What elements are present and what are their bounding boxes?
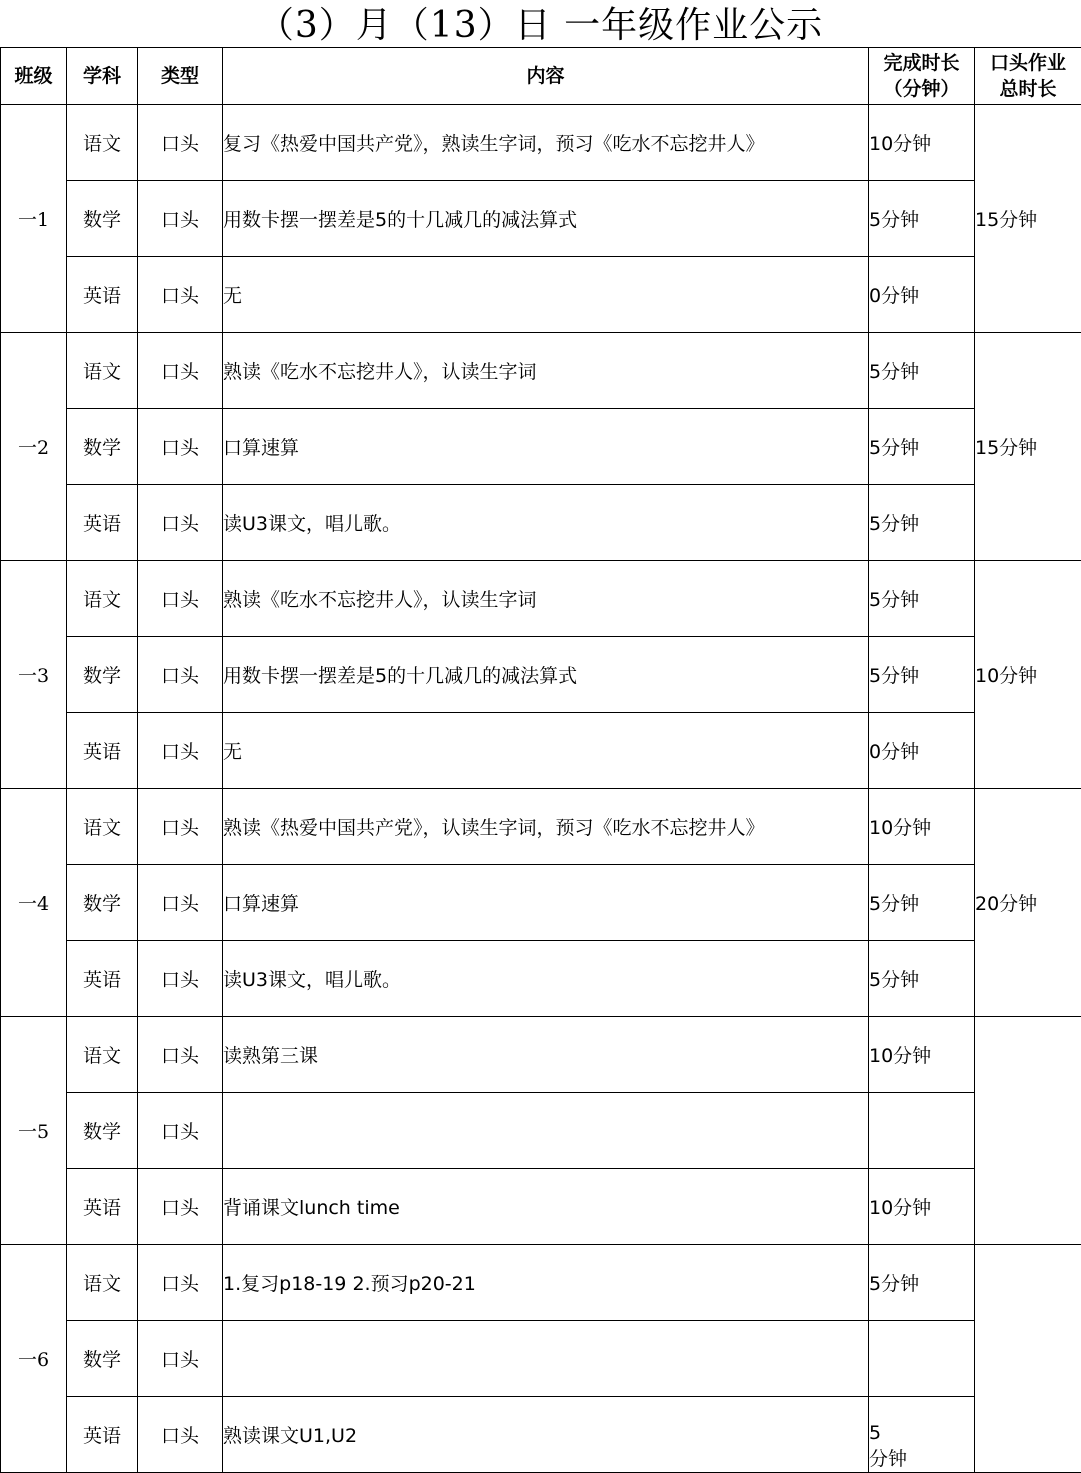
table-row — [1, 1017, 1081, 1093]
table-row — [1, 1321, 1081, 1397]
content-cell: 口算速算 — [223, 409, 869, 485]
header-duration-line2: （分钟） — [883, 78, 960, 100]
duration-cell: 5分钟 — [869, 941, 975, 1017]
subject-cell: 数学 — [67, 865, 138, 941]
subject-cell: 英语 — [67, 1169, 138, 1245]
type-cell: 口头 — [138, 1169, 223, 1245]
table-row — [1, 865, 1081, 941]
subject-cell: 数学 — [67, 181, 138, 257]
table-row — [1, 409, 1081, 485]
table-row — [1, 257, 1081, 333]
duration-cell: 10分钟 — [869, 1017, 975, 1093]
header-class: 班级 — [1, 48, 67, 105]
table-row — [1, 1169, 1081, 1245]
duration-cell: 5分钟 — [869, 409, 975, 485]
type-cell: 口头 — [138, 1321, 223, 1397]
homework-table — [0, 47, 1081, 1473]
duration-cell: 5分钟 — [869, 561, 975, 637]
header-total-line1: 口头作业 — [989, 52, 1066, 74]
duration-cell: 5分钟 — [869, 333, 975, 409]
subject-cell: 语文 — [67, 105, 138, 181]
total-duration-cell — [975, 1017, 1081, 1245]
content-cell: 复习《热爱中国共产党》，熟读生字词，预习《吃水不忘挖井人》 — [223, 105, 869, 181]
type-cell: 口头 — [138, 713, 223, 789]
type-cell: 口头 — [138, 865, 223, 941]
table-row — [1, 105, 1081, 181]
duration-cell: 5分钟 — [869, 181, 975, 257]
total-duration-cell: 10分钟 — [975, 561, 1081, 789]
total-duration-cell: 20分钟 — [975, 789, 1081, 1017]
subject-cell: 英语 — [67, 485, 138, 561]
table-row — [1, 181, 1081, 257]
subject-cell: 英语 — [67, 713, 138, 789]
content-cell: 背诵课文lunch time — [223, 1169, 869, 1245]
class-name-cell: 一5 — [1, 1017, 67, 1245]
header-content: 内容 — [223, 48, 869, 105]
content-cell: 读熟第三课 — [223, 1017, 869, 1093]
duration-cell: 10分钟 — [869, 1169, 975, 1245]
table-row — [1, 637, 1081, 713]
table-body — [1, 105, 1081, 1473]
type-cell: 口头 — [138, 1245, 223, 1321]
class-name-cell: 一6 — [1, 1245, 67, 1473]
subject-cell: 英语 — [67, 941, 138, 1017]
subject-cell: 数学 — [67, 1093, 138, 1169]
header-total-line2: 总时长 — [999, 78, 1057, 100]
header-row — [1, 48, 1081, 105]
total-duration-cell: 15分钟 — [975, 333, 1081, 561]
table-row — [1, 789, 1081, 865]
content-cell: 熟读课文U1,U2 — [223, 1397, 869, 1473]
table-row — [1, 485, 1081, 561]
content-cell: 无 — [223, 257, 869, 333]
type-cell: 口头 — [138, 333, 223, 409]
subject-cell: 英语 — [67, 1397, 138, 1473]
type-cell: 口头 — [138, 181, 223, 257]
duration-cell: 5分钟 — [869, 865, 975, 941]
subject-cell: 数学 — [67, 1321, 138, 1397]
table-row — [1, 333, 1081, 409]
header-total — [975, 48, 1081, 105]
table-row — [1, 561, 1081, 637]
class-name-cell: 一3 — [1, 561, 67, 789]
type-cell: 口头 — [138, 257, 223, 333]
content-cell: 无 — [223, 713, 869, 789]
content-cell — [223, 1093, 869, 1169]
content-cell: 熟读《吃水不忘挖井人》，认读生字词 — [223, 333, 869, 409]
class-name-cell: 一2 — [1, 333, 67, 561]
duration-cell: 0分钟 — [869, 257, 975, 333]
type-cell: 口头 — [138, 1093, 223, 1169]
content-cell — [223, 1321, 869, 1397]
content-cell: 1.复习p18-19 2.预习p20-21 — [223, 1245, 869, 1321]
subject-cell: 英语 — [67, 257, 138, 333]
duration-cell: 0分钟 — [869, 713, 975, 789]
table-row — [1, 1245, 1081, 1321]
subject-cell: 数学 — [67, 637, 138, 713]
table-row — [1, 941, 1081, 1017]
duration-cell — [869, 1093, 975, 1169]
class-name-cell: 一4 — [1, 789, 67, 1017]
type-cell: 口头 — [138, 105, 223, 181]
type-cell: 口头 — [138, 485, 223, 561]
content-cell: 熟读《热爱中国共产党》，认读生字词，预习《吃水不忘挖井人》 — [223, 789, 869, 865]
subject-cell: 语文 — [67, 333, 138, 409]
subject-cell: 语文 — [67, 561, 138, 637]
duration-cell: 5分钟 — [869, 1245, 975, 1321]
type-cell: 口头 — [138, 789, 223, 865]
content-cell: 用数卡摆一摆差是5的十几减几的减法算式 — [223, 637, 869, 713]
subject-cell: 数学 — [67, 409, 138, 485]
type-cell: 口头 — [138, 1017, 223, 1093]
content-cell: 用数卡摆一摆差是5的十几减几的减法算式 — [223, 181, 869, 257]
table-row — [1, 1093, 1081, 1169]
type-cell: 口头 — [138, 409, 223, 485]
subject-cell: 语文 — [67, 1245, 138, 1321]
subject-cell: 语文 — [67, 1017, 138, 1093]
page-title: （3）月（13）日 一年级作业公示 — [257, 5, 824, 46]
header-subject: 学科 — [67, 48, 138, 105]
class-name-cell: 一1 — [1, 105, 67, 333]
content-cell: 熟读《吃水不忘挖井人》，认读生字词 — [223, 561, 869, 637]
type-cell: 口头 — [138, 637, 223, 713]
total-duration-cell: 15分钟 — [975, 105, 1081, 333]
duration-cell: 10分钟 — [869, 105, 975, 181]
duration-cell — [869, 1321, 975, 1397]
duration-cell: 10分钟 — [869, 789, 975, 865]
table-row — [1, 713, 1081, 789]
content-cell: 读U3课文，唱儿歌。 — [223, 941, 869, 1017]
header-type: 类型 — [138, 48, 223, 105]
duration-cell: 5分钟 — [869, 485, 975, 561]
header-duration-line1: 完成时长 — [883, 52, 960, 74]
subject-cell: 语文 — [67, 789, 138, 865]
duration-cell: 5 分钟 — [869, 1397, 975, 1473]
content-cell: 读U3课文，唱儿歌。 — [223, 485, 869, 561]
table-row — [1, 1397, 1081, 1473]
header-duration — [869, 48, 975, 105]
total-duration-cell — [975, 1245, 1081, 1473]
type-cell: 口头 — [138, 1397, 223, 1473]
content-cell: 口算速算 — [223, 865, 869, 941]
type-cell: 口头 — [138, 941, 223, 1017]
duration-cell: 5分钟 — [869, 637, 975, 713]
type-cell: 口头 — [138, 561, 223, 637]
